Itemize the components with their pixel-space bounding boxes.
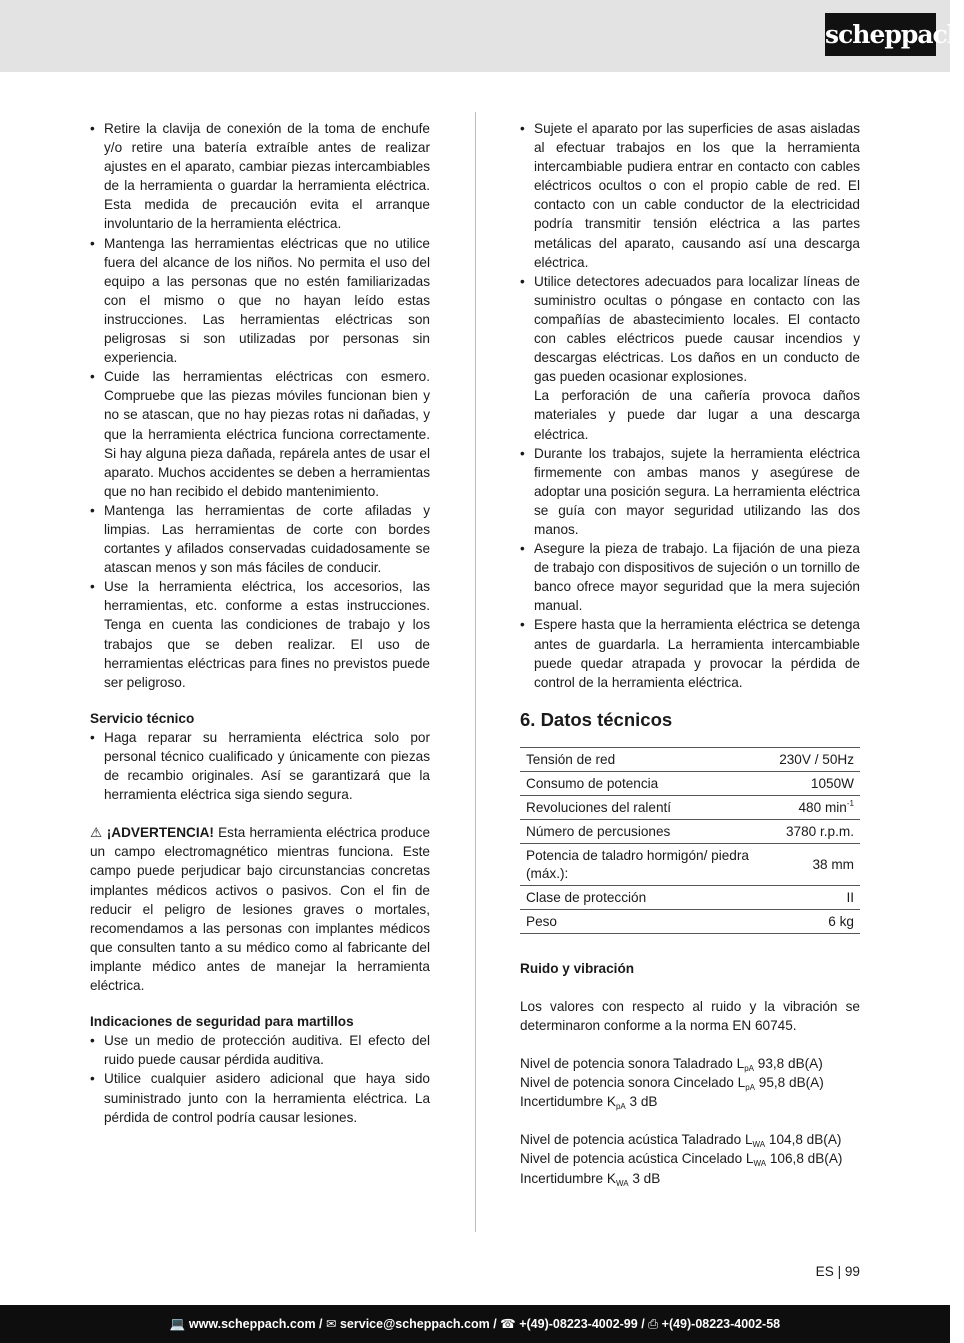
spec-label: Número de percusiones	[520, 819, 773, 843]
section-title: 6. Datos técnicos	[520, 708, 673, 730]
noise-line-value: 3 dB	[628, 1170, 661, 1186]
footer-website-link[interactable]: www.scheppach.com	[188, 1317, 316, 1331]
brand-logo: scheppach	[825, 13, 936, 56]
list-item: • Mantenga las herramientas de corte afiladas y limpias. Las herramientas de corte con bordes cortantes y afilados conservadas cuidadosamente se atascan menos y son más fáciles de conducir.	[90, 501, 430, 577]
safety-bullets-right-more	[520, 444, 860, 692]
noise-line-value: 104,8 dB(A)	[765, 1132, 842, 1148]
list-item: • Haga reparar su herramienta eléctrica solo por personal técnico cualificado y únicamente con piezas de recambio originales. Así se garantizará que la herramienta eléctrica siga siendo segura.	[90, 728, 430, 804]
spacer	[520, 978, 860, 997]
list-item: • Cuide las herramientas eléctricas con esmero. Compruebe que las piezas móviles funcionan bien y no se atascan, que no hay piezas rotas ni dañadas, y que la herramienta eléctrica funciona correctamente. Si hay alguna pieza dañada, repárela antes de usar el aparato. Muchos accidentes se deben a herramientas que no han recibido el debido mantenimiento.	[90, 367, 430, 501]
table-row	[520, 795, 860, 819]
table-row	[520, 843, 860, 885]
noise-line	[520, 1169, 860, 1188]
footer-fax: +(49)-08223-4002-58	[661, 1317, 781, 1331]
list-item: • Use un medio de protección auditiva. El efecto del ruido puede causar pérdida auditiva.	[90, 1031, 430, 1069]
noise-line	[520, 1092, 860, 1111]
column-divider	[475, 112, 476, 1232]
spacer	[520, 1111, 860, 1130]
list-item: • Retire la clavija de conexión de la toma de enchufe y/o retire una batería extraíble antes de realizar ajustes en el aparato, cambiar piezas intercambiables de la herramienta o guardar la herramienta eléctrica. Esta medida de precaución evita el arranque involuntario de la herramienta eléctrica.	[90, 119, 430, 234]
spec-value-exponent: -1	[846, 798, 854, 808]
footer-contact-bar	[0, 1305, 950, 1343]
list-item: • Utilice detectores adecuados para localizar líneas de suministro ocultas o póngase en contacto con las compañías de abastecimiento locales. El contacto con cables eléctricos puede causar incendios y descargas eléctricas. Los daños en un conducto de gas pueden ocasionar explosiones.	[520, 272, 860, 387]
table-row	[520, 819, 860, 843]
fax-icon: ⎙	[648, 1317, 659, 1331]
noise-line-value: 3 dB	[625, 1094, 658, 1110]
specs-table	[520, 747, 860, 934]
noise-line-subscript: WA	[615, 1178, 629, 1188]
noise-line	[520, 1130, 860, 1149]
noise-intro: Los valores con respecto al ruido y la vibración se determinaron conforme a la norma EN 60745.	[520, 998, 860, 1033]
noise-line	[520, 1073, 860, 1092]
spec-value	[773, 795, 860, 819]
footer-separator: /	[637, 1317, 649, 1331]
noise-line-value: 93,8 dB(A)	[754, 1056, 823, 1072]
spec-value: II	[773, 885, 860, 909]
footer-phone[interactable]: +(49)-08223-4002-99	[519, 1317, 638, 1331]
left-column	[90, 119, 430, 1127]
hammer-heading: Indicaciones de seguridad para martillos	[90, 1014, 354, 1030]
right-column	[520, 119, 860, 1188]
spec-label: Tensión de red	[520, 747, 773, 771]
list-item: • Durante los trabajos, sujete la herramienta eléctrica firmemente con ambas manos y asegúrese de adoptar una posición segura. La herramienta eléctrica se guía con mayor seguridad utilizando las dos manos.	[520, 444, 860, 539]
table-row	[520, 747, 860, 771]
laptop-icon: 💻	[169, 1317, 186, 1331]
table-row	[520, 771, 860, 795]
safety-bullets	[90, 119, 430, 692]
spec-value: 3780 r.p.m.	[773, 819, 860, 843]
noise-heading: Ruido y vibración	[520, 960, 635, 976]
warning-text: Esta herramienta eléctrica produce un campo electromagnético mientras funciona. Este campo puede perjudicar bajo circunstancias concretas implantes médicos activos o pasivos. Con el fin de reducir el peligro de lesiones graves o mortales, recomendamos a las personas con implantes médicos que consulten tanto a su médico como al fabricante del implante médico antes de manejar la herramienta eléctrica.	[90, 825, 431, 994]
warning-label: ¡ADVERTENCIA!	[106, 825, 214, 841]
table-row	[520, 885, 860, 909]
footer-separator: /	[489, 1317, 501, 1331]
noise-line	[520, 1054, 860, 1073]
spec-value: 38 mm	[773, 843, 860, 885]
list-item: • Utilice cualquier asidero adicional que haya sido suministrado junto con la herramienta eléctrica. La pérdida de control podría causar lesiones.	[90, 1069, 430, 1126]
mail-icon: ✉	[326, 1317, 337, 1331]
list-item: • Asegure la pieza de trabajo. La fijación de una pieza de trabajo con dispositivos de sujeción o un tornillo de banco ofrece mayor seguridad que la mera sujeción manual.	[520, 539, 860, 615]
service-bullets	[90, 728, 430, 804]
noise-line-subscript: WA	[752, 1140, 766, 1150]
noise-line-subscript: WA	[753, 1159, 767, 1169]
list-item: • Use la herramienta eléctrica, los accesorios, las herramientas, etc. conforme a estas instrucciones. Tenga en cuenta las condiciones de trabajo y los trabajos que se deben realizar. El uso de herramientas eléctricas para fines no previstos puede ser peligroso.	[90, 577, 430, 692]
list-item: • Mantenga las herramientas eléctricas que no utilice fuera del alcance de los niños. No permita el uso del equipo a las personas que no estén familiarizadas con el mismo o que no hayan leído estas instrucciones. Las herramientas eléctricas son peligrosas si son utilizadas por personas sin experiencia.	[90, 234, 430, 368]
noise-line-subscript: pA	[615, 1102, 626, 1112]
noise-line-text: Nivel de potencia sonora Taladrado L	[520, 1056, 745, 1072]
spec-value: 6 kg	[773, 909, 860, 933]
list-item: • Espere hasta que la herramienta eléctrica se detenga antes de guardarla. La herramienta intercambiable puede quedar atrapada y provocar la pérdida de control de la herramienta eléctrica.	[520, 615, 860, 691]
noise-line-value: 95,8 dB(A)	[755, 1075, 824, 1091]
noise-line-subscript: pA	[744, 1064, 754, 1074]
spec-label: Consumo de potencia	[520, 771, 773, 795]
footer-separator: /	[315, 1317, 326, 1331]
noise-line-text: Nivel de potencia acústica Taladrado L	[520, 1132, 753, 1148]
spec-value: 1050W	[773, 771, 860, 795]
noise-line-value: 106,8 dB(A)	[766, 1151, 843, 1167]
noise-line-text: Incertidumbre K	[520, 1094, 616, 1110]
spec-label: Peso	[520, 909, 773, 933]
noise-line-subscript: pA	[745, 1083, 755, 1093]
safety-bullets-right	[520, 119, 860, 386]
spec-value: 230V / 50Hz	[773, 747, 860, 771]
hammer-bullets	[90, 1031, 430, 1126]
warning-triangle-icon: ⚠	[90, 825, 103, 841]
noise-line	[520, 1149, 860, 1168]
footer-email-link[interactable]: service@scheppach.com	[339, 1317, 490, 1331]
list-item: • Sujete el aparato por las superficies de asas aisladas al efectuar trabajos en los que la herramienta intercambiable pudiera entrar en contacto con cables eléctricos ocultos o con el propio cable de red. El contacto con un cable conductor de la electricidad podría transmitir tensión eléctrica a las partes metálicas del aparato, causando así una descarga eléctrica.	[520, 119, 860, 272]
table-row	[520, 909, 860, 933]
bullet-note: La perforación de una cañería provoca daños materiales y puede dar lugar a una descarga eléctrica.	[534, 388, 860, 442]
page-number: ES | 99	[815, 1264, 860, 1279]
spec-label: Revoluciones del ralentí	[520, 795, 773, 819]
warning-paragraph	[90, 823, 430, 995]
spec-value-main: 480 min	[798, 799, 847, 815]
noise-line-text: Nivel de potencia acústica Cincelado L	[520, 1151, 754, 1167]
spec-label: Potencia de taladro hormigón/ piedra (máx.):	[520, 843, 773, 885]
spacer	[520, 1035, 860, 1054]
spec-label: Clase de protección	[520, 885, 773, 909]
noise-line-text: Incertidumbre K	[520, 1170, 616, 1186]
service-heading: Servicio técnico	[90, 710, 195, 726]
header-band	[0, 0, 950, 72]
noise-line-text: Nivel de potencia sonora Cincelado L	[520, 1075, 746, 1091]
phone-icon: ☎	[500, 1317, 516, 1331]
